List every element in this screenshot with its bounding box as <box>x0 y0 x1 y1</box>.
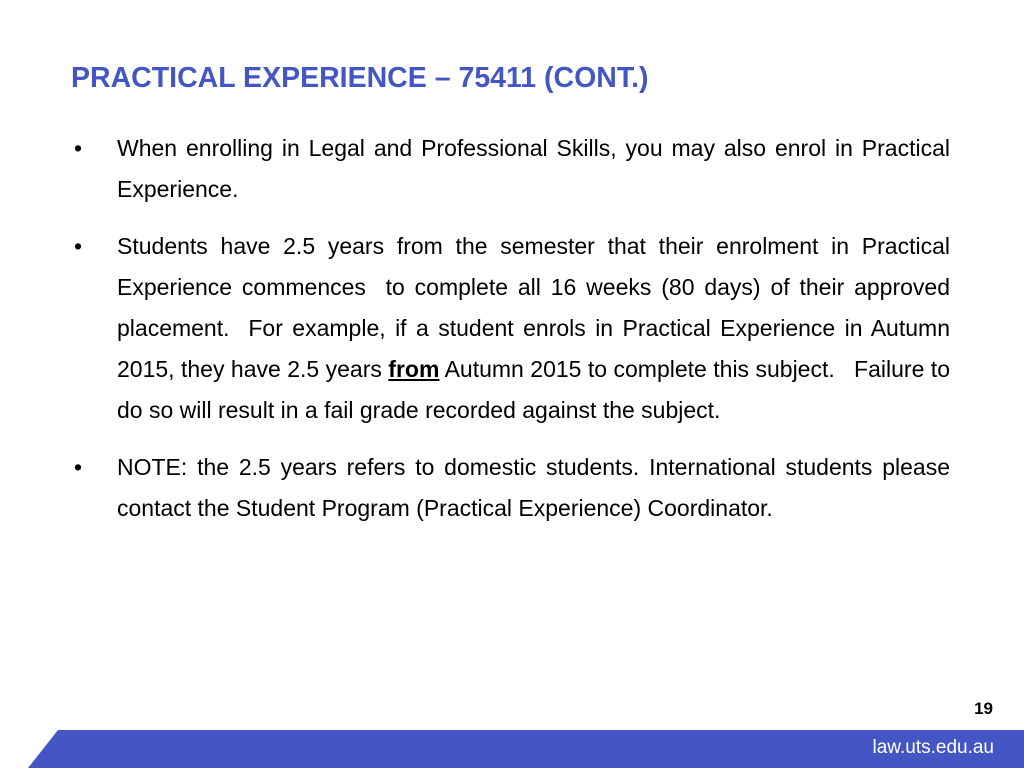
bullet-text: When enrolling in Legal and Professional Skills, you may also enrol in Practical Experience. <box>117 135 950 202</box>
slide-title: PRACTICAL EXPERIENCE – 75411 (CONT.) <box>71 62 649 94</box>
bullet-item-note <box>74 447 950 529</box>
bullet-marker: • <box>74 454 83 480</box>
footer-band <box>0 730 1024 768</box>
page-number: 19 <box>974 699 993 718</box>
bullet-marker: • <box>74 233 83 259</box>
bullet-item-duration <box>74 226 957 431</box>
bullet-text: NOTE: the 2.5 years refers to domestic students. International students please contact the Student Program (Practical Experience) Coordinator. <box>117 454 950 521</box>
bullet-marker: • <box>74 135 83 161</box>
bullet-emphasis: from <box>388 356 440 382</box>
bullet-list <box>74 128 957 545</box>
bullet-item-enrolling <box>74 128 950 210</box>
footer-url[interactable]: law.uts.edu.au <box>872 737 994 758</box>
bullet-text-start: Students have 2.5 years from the semester that their enrolment in Practical Experience commences to complete all 16 weeks (80 days) of their approved placement. For example, if a student enrols in Practical Experience in Autumn 2015, they have 2.5 years <box>117 233 957 382</box>
footer-band-shape <box>0 730 1024 768</box>
bullet-text-end: Autumn 2015 to complete this subject. Failure to do so will result in a fail grade recorded against the subject. <box>117 356 957 423</box>
